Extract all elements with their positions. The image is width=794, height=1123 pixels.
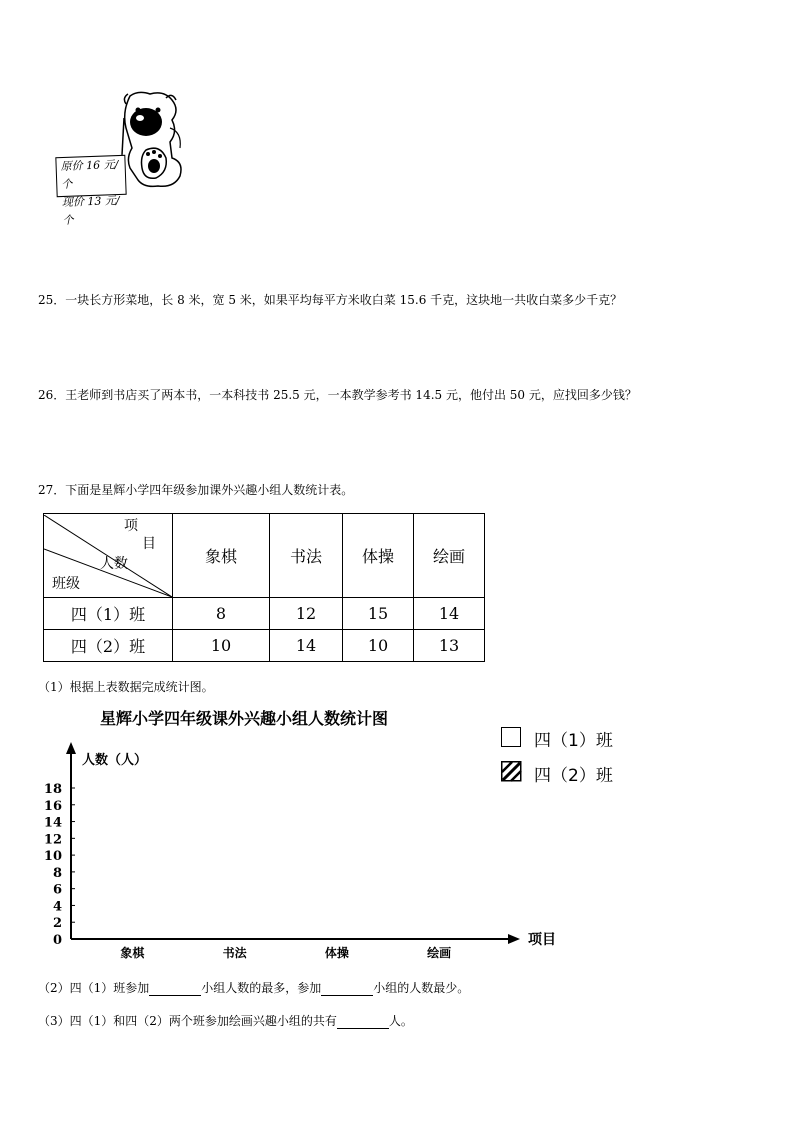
answer-blank-painting-total[interactable] xyxy=(337,1016,389,1029)
header-painting: 绘画 xyxy=(414,514,485,598)
bar-chart xyxy=(0,730,580,960)
y-tick-label: 12 xyxy=(43,832,62,848)
y-tick-label: 0 xyxy=(52,933,62,948)
chart-title: 星辉小学四年级课外兴趣小组人数统计图 xyxy=(100,709,389,728)
corner-count: 人数 xyxy=(100,555,128,572)
y-tick-label: 18 xyxy=(43,782,62,797)
sub-question-1: （1）根据上表数据完成统计图。 xyxy=(38,680,214,694)
table-row xyxy=(44,630,485,662)
y-tick-label: 10 xyxy=(43,849,62,865)
y-axis-label: 人数（人） xyxy=(82,753,148,768)
table-cell: 13 xyxy=(414,630,485,662)
y-tick-label: 8 xyxy=(52,865,62,881)
sub2-part-b: 小组人数的最多，参加 xyxy=(201,981,322,995)
y-tick-label: 16 xyxy=(43,798,62,814)
table-row xyxy=(44,598,485,630)
answer-blank-least[interactable] xyxy=(321,983,373,996)
diagonal-header-cell xyxy=(44,514,173,598)
x-axis-label: 项目 xyxy=(528,932,556,948)
table-cell: 14 xyxy=(414,598,485,630)
legend-label-class1: 四（1）班 xyxy=(534,731,613,751)
x-tick-label: 体操 xyxy=(324,946,349,960)
stats-table xyxy=(43,513,485,662)
row-label: 四（1）班 xyxy=(44,598,173,630)
y-tick-label: 14 xyxy=(43,815,62,831)
sub-question-2 xyxy=(38,979,469,996)
question-26: 26．王老师到书店买了两本书，一本科技书 25.5 元，一本教学参考书 14.5 元，他付出 50 元，应找回多少钱？ xyxy=(38,388,637,402)
original-price: 原价 16 元/个 xyxy=(60,158,119,192)
sub2-part-a: （2）四（1）班参加 xyxy=(38,981,150,995)
corner-item-2: 目 xyxy=(142,535,156,552)
table-cell: 15 xyxy=(343,598,414,630)
table-cell: 10 xyxy=(173,630,270,662)
y-axis-arrow xyxy=(66,742,76,754)
x-tick-label: 象棋 xyxy=(120,946,145,960)
corner-class: 班级 xyxy=(52,575,80,592)
sub-question-3 xyxy=(38,1012,413,1029)
y-tick-label: 6 xyxy=(52,882,62,898)
question-25: 25．一块长方形菜地，长 8 米，宽 5 米，如果平均每平方米收白菜 15.6 千克，这块地一共收白菜多少千克？ xyxy=(38,293,623,307)
price-tag xyxy=(55,155,126,228)
sub3-part-b: 人。 xyxy=(388,1014,413,1028)
x-tick-label: 书法 xyxy=(222,946,247,960)
answer-blank-most[interactable] xyxy=(149,983,201,996)
y-tick-label: 2 xyxy=(52,916,62,932)
corner-item-1: 项 xyxy=(124,517,138,534)
sub3-part-a: （3）四（1）和四（2）两个班参加绘画兴趣小组的共有 xyxy=(38,1014,337,1028)
question-27: 27．下面是星辉小学四年级参加课外兴趣小组人数统计表。 xyxy=(38,483,354,497)
current-price: 现价 13 元/个 xyxy=(61,194,120,228)
table-cell: 8 xyxy=(173,598,270,630)
x-axis-arrow xyxy=(508,934,520,944)
header-calligraphy: 书法 xyxy=(270,514,343,598)
header-gymnastics: 体操 xyxy=(343,514,414,598)
header-chess: 象棋 xyxy=(173,514,270,598)
legend-label-class2: 四（2）班 xyxy=(534,766,613,786)
table-cell: 14 xyxy=(270,630,343,662)
table-cell: 12 xyxy=(270,598,343,630)
row-label: 四（2）班 xyxy=(44,630,173,662)
sub2-part-c: 小组的人数最少。 xyxy=(373,981,470,995)
x-tick-label: 绘画 xyxy=(427,946,452,960)
table-cell: 10 xyxy=(343,630,414,662)
y-tick-label: 4 xyxy=(52,899,62,915)
